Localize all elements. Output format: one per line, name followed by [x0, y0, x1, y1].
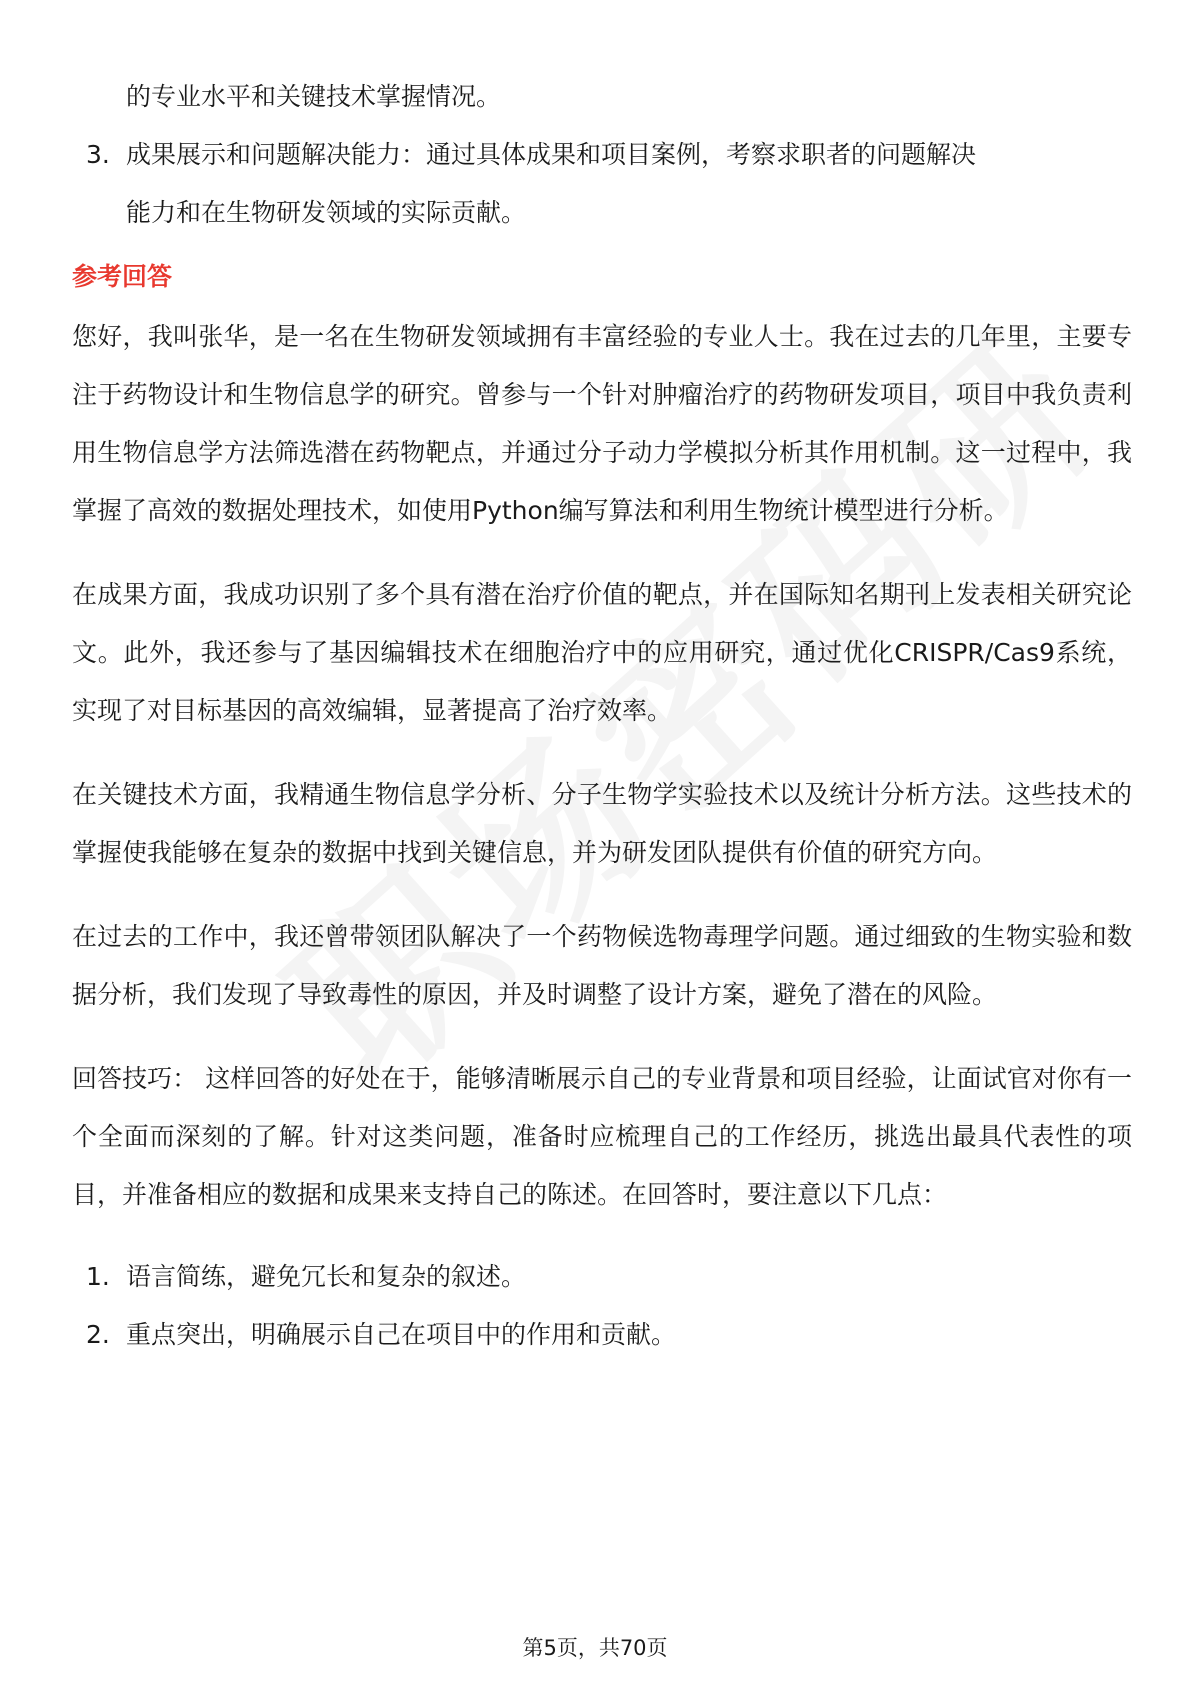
answer-paragraph-skills: 在关键技术方面，我精通生物信息学分析、分子生物学实验技术以及统计分析方法。这些技术的掌握使我能够在复杂的数据中找到关键信息，并为研发团队提供有价值的研究方向。	[72, 780, 1132, 867]
tips-list	[72, 1248, 1132, 1364]
page-content	[72, 68, 1132, 1364]
criteria-list-number: 3.	[86, 140, 110, 169]
reference-answer-heading: 参考回答	[72, 262, 173, 291]
page-number-footer: 第5页，共70页	[522, 1636, 668, 1660]
tips-list-text: 重点突出，明确展示自己在项目中的作用和贡献。	[126, 1320, 677, 1349]
tips-list-number: 2.	[86, 1320, 110, 1349]
criteria-list-text-line2: 能力和在生物研发领域的实际贡献。	[126, 198, 527, 227]
answer-paragraph-results: 在成果方面，我成功识别了多个具有潜在治疗价值的靶点，并在国际知名期刊上发表相关研究论文。此外，我还参与了基因编辑技术在细胞治疗中的应用研究，通过优化CRISPR/Cas9系统，实现了对目标基因的高效编辑，显著提高了治疗效率。	[72, 580, 1132, 725]
criteria-list	[72, 126, 1132, 242]
tips-list-item	[72, 1248, 1132, 1306]
answer-paragraph-problem-solving: 在过去的工作中，我还曾带领团队解决了一个药物候选物毒理学问题。通过细致的生物实验和数据分析，我们发现了导致毒性的原因，并及时调整了设计方案，避免了潜在的风险。	[72, 922, 1132, 1009]
answer-paragraph-intro: 您好，我叫张华，是一名在生物研发领域拥有丰富经验的专业人士。我在过去的几年里，主要专注于药物设计和生物信息学的研究。曾参与一个针对肿瘤治疗的药物研发项目，项目中我负责利用生物信息学方法筛选潜在药物靶点，并通过分子动力学模拟分析其作用机制。这一过程中，我掌握了高效的数据处理技术，如使用Python编写算法和利用生物统计模型进行分析。	[72, 322, 1132, 525]
answer-tips-paragraph: 回答技巧： 这样回答的好处在于，能够清晰展示自己的专业背景和项目经验，让面试官对你有一个全面而深刻的了解。针对这类问题，准备时应梳理自己的工作经历，挑选出最具代表性的项目，并准备相应的数据和成果来支持自己的陈述。在回答时，要注意以下几点：	[72, 1064, 1132, 1209]
criteria-list-text-line1: 成果展示和问题解决能力：通过具体成果和项目案例，考察求职者的问题解决	[126, 140, 977, 169]
tips-list-text: 语言简练，避免冗长和复杂的叙述。	[126, 1262, 527, 1291]
criteria-list-item	[72, 126, 1132, 242]
tips-list-number: 1.	[86, 1262, 110, 1291]
criteria-continuation-text: 的专业水平和关键技术掌握情况。	[126, 82, 502, 111]
tips-list-item	[72, 1306, 1132, 1364]
